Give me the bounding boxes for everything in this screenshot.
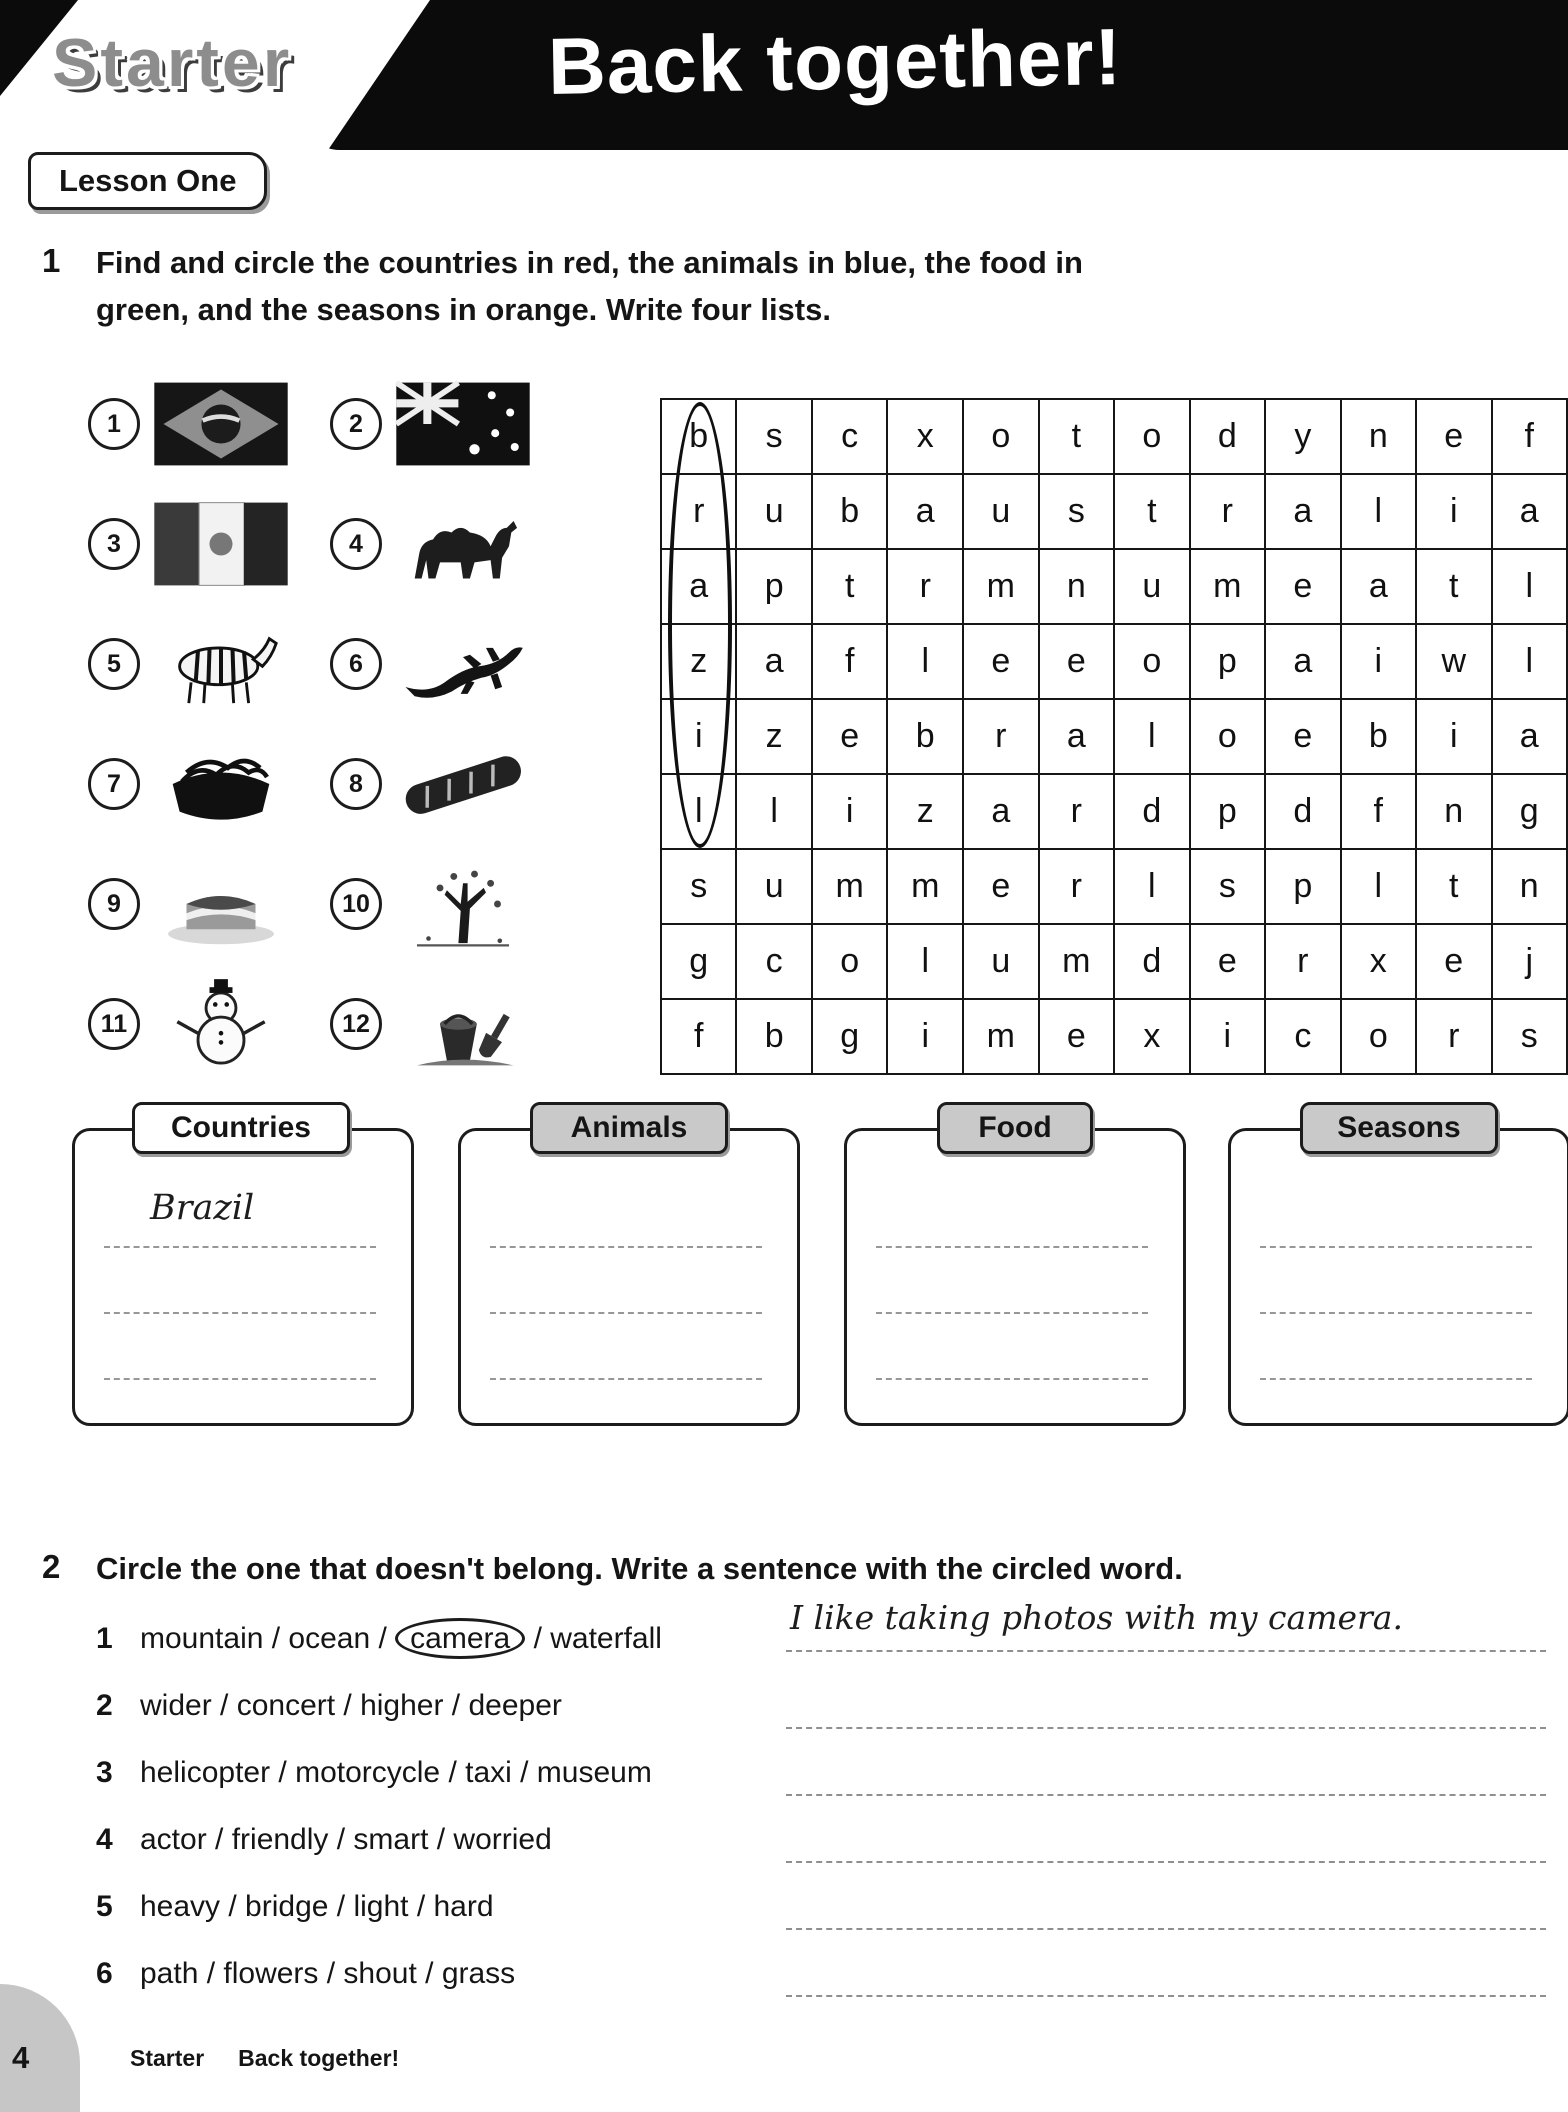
wordsearch-letter: i — [812, 774, 888, 849]
picture-number: 10 — [330, 878, 382, 930]
wordsearch-table — [660, 398, 1568, 1075]
wordsearch-letter: l — [1492, 624, 1568, 699]
cake-icon — [152, 858, 290, 950]
wordsearch-letter: l — [661, 774, 736, 849]
wordsearch-row — [661, 624, 1567, 699]
item-options: actor / friendly / smart / worried — [140, 1823, 552, 1856]
picture-item — [330, 378, 532, 470]
ex2-item-2 — [96, 1689, 562, 1723]
wordsearch-letter: a — [1039, 699, 1115, 774]
wordsearch-letter: t — [1416, 849, 1492, 924]
wordsearch-letter: i — [1341, 624, 1416, 699]
wordsearch-grid — [660, 398, 1568, 1075]
ex2-item-1 — [96, 1622, 662, 1656]
item-number: 1 — [96, 1622, 113, 1655]
wordsearch-letter: r — [1265, 924, 1340, 999]
answer-line — [786, 1995, 1546, 1997]
wordsearch-letter: e — [1265, 549, 1340, 624]
brazil-flag-icon — [152, 378, 290, 470]
wordsearch-letter: e — [1416, 924, 1492, 999]
food-label: Food — [937, 1102, 1093, 1154]
picture-number: 2 — [330, 398, 382, 450]
wordsearch-letter: e — [1039, 624, 1115, 699]
picture-number: 3 — [88, 518, 140, 570]
wordsearch-row — [661, 399, 1567, 474]
answer-line — [786, 1727, 1546, 1729]
wordsearch-letter: b — [887, 699, 963, 774]
wordsearch-letter: f — [661, 999, 736, 1074]
snowman-icon — [152, 978, 290, 1070]
wordsearch-letter: e — [1039, 999, 1115, 1074]
wordsearch-letter: l — [1492, 549, 1568, 624]
seasons-label: Seasons — [1300, 1102, 1498, 1154]
wordsearch-letter: l — [736, 774, 811, 849]
wordsearch-letter: a — [887, 474, 963, 549]
wordsearch-letter: t — [1039, 399, 1115, 474]
exercise1-instructions: Find and circle the countries in red, the animals in blue, the food in green, and the seasons in orange. Write four lists. — [96, 245, 1083, 327]
wordsearch-letter: m — [963, 549, 1039, 624]
write-line — [1260, 1312, 1532, 1314]
write-line — [490, 1312, 762, 1314]
wordsearch-letter: m — [963, 999, 1039, 1074]
wordsearch-letter: g — [661, 924, 736, 999]
wordsearch-letter: n — [1341, 399, 1416, 474]
wordsearch-letter: e — [1265, 699, 1340, 774]
wordsearch-row — [661, 924, 1567, 999]
wordsearch-letter: x — [1114, 999, 1189, 1074]
picture-item — [330, 858, 532, 950]
wordsearch-letter: d — [1114, 924, 1189, 999]
wordsearch-letter: t — [812, 549, 888, 624]
picture-item — [88, 858, 290, 950]
ex2-answer-1: I like taking photos with my camera. — [790, 1598, 1403, 1637]
ex2-item-4 — [96, 1823, 552, 1857]
unit-title: Back together! — [547, 11, 1123, 112]
wordsearch-letter: g — [812, 999, 888, 1074]
wordsearch-letter: o — [1114, 399, 1189, 474]
wordsearch-letter: x — [887, 399, 963, 474]
wordsearch-letter: b — [661, 399, 736, 474]
picture-number: 12 — [330, 998, 382, 1050]
picture-number: 1 — [88, 398, 140, 450]
write-line — [104, 1312, 376, 1314]
write-line — [104, 1246, 376, 1248]
picture-number: 11 — [88, 998, 140, 1050]
animals-box — [458, 1128, 800, 1426]
write-line — [1260, 1378, 1532, 1380]
picture-number: 5 — [88, 638, 140, 690]
wordsearch-letter: s — [736, 399, 811, 474]
wordsearch-letter: a — [1265, 474, 1340, 549]
camel-icon — [394, 498, 532, 590]
footer — [130, 2045, 399, 2072]
lesson-tab: Lesson One — [28, 152, 267, 210]
wordsearch-letter: c — [736, 924, 811, 999]
wordsearch-letter: b — [1341, 699, 1416, 774]
food-box — [844, 1128, 1186, 1426]
wordsearch-letter: o — [812, 924, 888, 999]
wordsearch-row — [661, 474, 1567, 549]
answer-line — [786, 1794, 1546, 1796]
wordsearch-letter: e — [963, 849, 1039, 924]
wordsearch-letter: u — [963, 924, 1039, 999]
wordsearch-row — [661, 999, 1567, 1074]
wordsearch-letter: c — [1265, 999, 1340, 1074]
wordsearch-letter: f — [1492, 399, 1568, 474]
autumn-tree-icon — [394, 858, 532, 950]
lizard-icon — [394, 618, 532, 710]
mexico-flag-icon — [152, 498, 290, 590]
wordsearch-letter: u — [736, 474, 811, 549]
wordsearch-letter: m — [1190, 549, 1266, 624]
australia-flag-icon — [394, 378, 532, 470]
wordsearch-letter: i — [1416, 699, 1492, 774]
wordsearch-row — [661, 549, 1567, 624]
wordsearch-letter: e — [1416, 399, 1492, 474]
wordsearch-letter: s — [1190, 849, 1266, 924]
wordsearch-letter: d — [1114, 774, 1189, 849]
answer-line — [786, 1861, 1546, 1863]
wordsearch-letter: l — [1114, 699, 1189, 774]
write-line — [104, 1378, 376, 1380]
item-number: 5 — [96, 1890, 113, 1923]
sand-bucket-icon — [394, 978, 532, 1070]
wordsearch-letter: p — [1265, 849, 1340, 924]
wordsearch-letter: o — [963, 399, 1039, 474]
wordsearch-letter: b — [736, 999, 811, 1074]
wordsearch-letter: l — [1341, 474, 1416, 549]
picture-number: 4 — [330, 518, 382, 570]
wordsearch-letter: s — [1039, 474, 1115, 549]
answer-line — [786, 1928, 1546, 1930]
wordsearch-letter: o — [1114, 624, 1189, 699]
wordsearch-letter: n — [1416, 774, 1492, 849]
wordsearch-letter: n — [1492, 849, 1568, 924]
item-number: 3 — [96, 1756, 113, 1789]
series-title: Starter — [52, 25, 293, 101]
spaghetti-bowl-icon — [152, 738, 290, 830]
picture-item — [330, 978, 532, 1070]
picture-number: 9 — [88, 878, 140, 930]
item-options: helicopter / motorcycle / taxi / museum — [140, 1756, 652, 1789]
picture-number: 7 — [88, 758, 140, 810]
wordsearch-letter: a — [1265, 624, 1340, 699]
wordsearch-letter: d — [1190, 399, 1266, 474]
wordsearch-letter: o — [1190, 699, 1266, 774]
wordsearch-letter: t — [1416, 549, 1492, 624]
wordsearch-letter: o — [1341, 999, 1416, 1074]
circled-word: camera — [395, 1618, 525, 1659]
wordsearch-letter: l — [887, 924, 963, 999]
wordsearch-letter: g — [1492, 774, 1568, 849]
wordsearch-letter: r — [887, 549, 963, 624]
ex2-item-3 — [96, 1756, 652, 1790]
exercise1-number: 1 — [42, 242, 61, 279]
wordsearch-letter: a — [1492, 474, 1568, 549]
wordsearch-letter: m — [812, 849, 888, 924]
wordsearch-letter: a — [661, 549, 736, 624]
countries-label: Countries — [132, 1102, 350, 1154]
wordsearch-letter: s — [661, 849, 736, 924]
animals-label: Animals — [530, 1102, 728, 1154]
page-number: 4 — [12, 2040, 30, 2075]
wordsearch-letter: d — [1265, 774, 1340, 849]
zebra-icon — [152, 618, 290, 710]
picture-item — [88, 498, 290, 590]
picture-item — [330, 738, 532, 830]
wordsearch-letter: p — [736, 549, 811, 624]
options-before: mountain / ocean / — [140, 1622, 387, 1655]
wordsearch-letter: f — [812, 624, 888, 699]
wordsearch-letter: z — [736, 699, 811, 774]
item-options: heavy / bridge / light / hard — [140, 1890, 494, 1923]
wordsearch-letter: r — [1039, 849, 1115, 924]
write-line — [876, 1312, 1148, 1314]
picture-item — [330, 498, 532, 590]
wordsearch-letter: b — [812, 474, 888, 549]
footer-title: Back together! — [238, 2045, 400, 2071]
wordsearch-letter: x — [1341, 924, 1416, 999]
countries-box — [72, 1128, 414, 1426]
ex2-item-6 — [96, 1957, 515, 1991]
footer-series: Starter — [130, 2045, 205, 2071]
seasons-box — [1228, 1128, 1568, 1426]
wordsearch-letter: j — [1492, 924, 1568, 999]
wordsearch-letter: i — [887, 999, 963, 1074]
wordsearch-letter: a — [1341, 549, 1416, 624]
countries-entry-brazil: Brazil — [150, 1188, 255, 1228]
wordsearch-row — [661, 774, 1567, 849]
wordsearch-letter: f — [1341, 774, 1416, 849]
wordsearch-letter: w — [1416, 624, 1492, 699]
wordsearch-letter: z — [887, 774, 963, 849]
write-line — [876, 1378, 1148, 1380]
wordsearch-letter: u — [736, 849, 811, 924]
wordsearch-letter: n — [1039, 549, 1115, 624]
wordsearch-letter: r — [661, 474, 736, 549]
item-options: path / flowers / shout / grass — [140, 1957, 516, 1990]
wordsearch-letter: r — [1416, 999, 1492, 1074]
picture-item — [88, 978, 290, 1070]
item-options: wider / concert / higher / deeper — [140, 1689, 562, 1722]
wordsearch-circled-brazil — [668, 402, 732, 848]
picture-item — [88, 738, 290, 830]
item-number: 4 — [96, 1823, 113, 1856]
wordsearch-letter: u — [963, 474, 1039, 549]
wordsearch-letter: r — [1039, 774, 1115, 849]
wordsearch-row — [661, 699, 1567, 774]
wordsearch-letter: e — [963, 624, 1039, 699]
picture-number: 6 — [330, 638, 382, 690]
write-line — [490, 1378, 762, 1380]
ex2-item-5 — [96, 1890, 494, 1924]
picture-number: 8 — [330, 758, 382, 810]
wordsearch-letter: s — [1492, 999, 1568, 1074]
wordsearch-letter: c — [812, 399, 888, 474]
wordsearch-letter: m — [887, 849, 963, 924]
wordsearch-letter: l — [1114, 849, 1189, 924]
options-after: / waterfall — [533, 1622, 662, 1655]
wordsearch-letter: a — [1492, 699, 1568, 774]
answer-line — [786, 1650, 1546, 1652]
wordsearch-letter: i — [661, 699, 736, 774]
wordsearch-letter: r — [963, 699, 1039, 774]
wordsearch-letter: p — [1190, 774, 1266, 849]
exercise2-instructions: Circle the one that doesn't belong. Write a sentence with the circled word. — [96, 1551, 1183, 1586]
item-number: 6 — [96, 1957, 113, 1990]
wordsearch-letter: m — [1039, 924, 1115, 999]
write-line — [1260, 1246, 1532, 1248]
wordsearch-letter: t — [1114, 474, 1189, 549]
wordsearch-letter: e — [1190, 924, 1266, 999]
item-number: 2 — [96, 1689, 113, 1722]
wordsearch-letter: l — [887, 624, 963, 699]
item-options — [140, 1622, 662, 1656]
wordsearch-letter: p — [1190, 624, 1266, 699]
write-line — [490, 1246, 762, 1248]
picture-item — [88, 378, 290, 470]
write-line — [876, 1246, 1148, 1248]
wordsearch-letter: r — [1190, 474, 1266, 549]
wordsearch-letter: i — [1190, 999, 1266, 1074]
wordsearch-letter: e — [812, 699, 888, 774]
baguette-icon — [394, 738, 532, 830]
picture-item — [88, 618, 290, 710]
exercise2-number: 2 — [42, 1548, 61, 1585]
wordsearch-letter: y — [1265, 399, 1340, 474]
wordsearch-letter: i — [1416, 474, 1492, 549]
picture-item — [330, 618, 532, 710]
wordsearch-letter: u — [1114, 549, 1189, 624]
wordsearch-row — [661, 849, 1567, 924]
wordsearch-letter: z — [661, 624, 736, 699]
wordsearch-letter: a — [736, 624, 811, 699]
wordsearch-letter: l — [1341, 849, 1416, 924]
wordsearch-letter: a — [963, 774, 1039, 849]
